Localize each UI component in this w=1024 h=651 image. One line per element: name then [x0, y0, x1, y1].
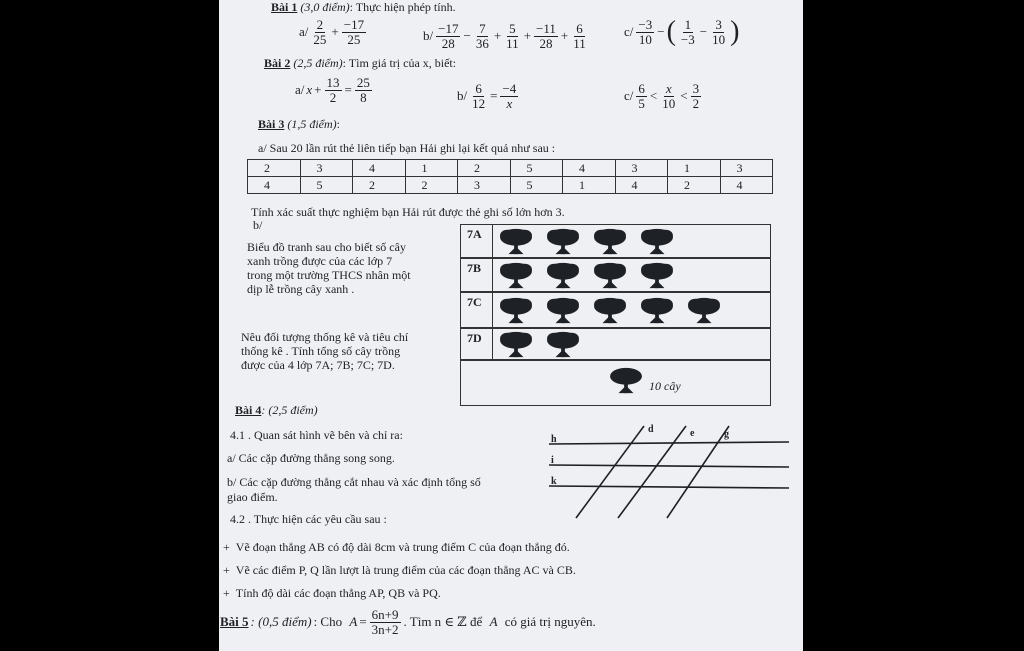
b1-b-expression: $\frac{-17}{28}$ − $\frac{7}{36}$ + $\frac{5}{11}$ + $\frac{-11}{28}$ + $\frac{6}{11}$	[438, 21, 586, 51]
b1-heading	[271, 0, 456, 15]
fraction: $\frac{6}{12}$	[472, 81, 486, 111]
b1-title: Bài 1	[271, 0, 298, 14]
fraction: $\frac{13}{2}$	[326, 75, 340, 105]
b3-b-question: Nêu đối tượng thống kê và tiêu chí thống kê . Tính tổng số cây trồng được của 4 lớp 7A; 7B; 7C; 7D.	[241, 330, 409, 372]
tree-icon	[497, 260, 535, 290]
table-cell: 1	[668, 160, 721, 177]
table-cell: 3	[720, 160, 773, 177]
table-row	[248, 177, 773, 194]
table-cell: 2	[458, 160, 511, 177]
tree-icon	[544, 226, 582, 256]
fraction: $\frac{3}{10}$	[712, 17, 726, 47]
label-h: h	[551, 434, 557, 445]
fraction: $\frac{25}{8}$	[356, 75, 370, 105]
fraction: $\frac{5}{11}$	[506, 21, 519, 51]
b4-bullets	[223, 536, 576, 605]
b4-p42: 4.2 . Thực hiện các yêu cầu sau :	[230, 512, 387, 526]
table-cell: 2	[405, 177, 458, 194]
pictograph-row	[460, 258, 771, 292]
b1-prompt: : Thực hiện phép tính.	[349, 0, 456, 14]
b2-part-c: c/ $\frac{6}{5}$ < $\frac{x}{10}$ < $\frac{3}{2}$	[624, 81, 700, 111]
table-row	[248, 160, 773, 177]
line-i	[549, 465, 789, 467]
label-k: k	[551, 476, 557, 487]
tree-icon	[544, 329, 582, 359]
line-h	[549, 442, 789, 444]
pictograph-row-label: 7D	[461, 329, 493, 359]
b4-p41b: b/ Các cặp đường thẳng cắt nhau và xác định tổng số giao điểm.	[227, 475, 481, 504]
tree-icon	[638, 226, 676, 256]
fraction: $\frac{6n+9}{3n+2}$	[371, 607, 399, 637]
table-cell: 4	[248, 177, 301, 194]
table-cell: 3	[458, 177, 511, 194]
table-cell: 5	[510, 177, 563, 194]
pictograph-row	[460, 328, 771, 360]
b2-part-b: b/ $\frac{6}{12}$ = $\frac{-4}{x}$	[457, 81, 517, 111]
b2-heading	[264, 56, 456, 71]
table-cell: 4	[353, 160, 406, 177]
line-k	[549, 486, 789, 488]
fraction: $\frac{-17}{28}$	[438, 21, 459, 51]
tree-icon	[638, 260, 676, 290]
tree-icon	[591, 295, 629, 325]
tree-icon	[591, 260, 629, 290]
b4-heading	[235, 403, 318, 418]
pictograph-row-label: 7B	[461, 259, 493, 291]
table-cell: 2	[668, 177, 721, 194]
table-cell: 3	[615, 160, 668, 177]
fraction: $\frac{2}{25}$	[313, 17, 327, 47]
pictograph-row-label: 7A	[461, 225, 493, 257]
table-cell: 3	[300, 160, 353, 177]
b1-part-c: c/ $\frac{-3}{10}$ − ( $\frac{1}{-3}$ − $\frac{3}{10}$ )	[624, 16, 740, 48]
exam-paper	[219, 0, 803, 651]
b3-a-text: a/ Sau 20 lần rút thẻ liên tiếp bạn Hải ghi lại kết quả như sau :	[258, 141, 556, 155]
card-results-table	[247, 159, 773, 194]
fraction: $\frac{-4}{x}$	[502, 81, 517, 111]
table-cell: 5	[300, 177, 353, 194]
b5-title: Bài 5	[220, 614, 249, 630]
b2-part-a: a/ x + $\frac{13}{2}$ = $\frac{25}{8}$	[295, 75, 370, 105]
b4-meta: : (2,5 điểm)	[261, 403, 318, 417]
table-cell: 4	[563, 160, 616, 177]
right-paren: )	[730, 16, 740, 48]
b3-b-label: b/	[253, 218, 263, 232]
tree-group	[497, 329, 582, 359]
b1-part-a: a/ $\frac{2}{25}$ + $\frac{-17}{25}$	[299, 17, 365, 47]
pictograph-chart	[460, 224, 773, 407]
tree-icon	[497, 295, 535, 325]
b3-a-question: Tính xác suất thực nghiệm bạn Hải rút được thẻ ghi số lớn hơn 3.	[251, 205, 565, 219]
tree-icon	[685, 295, 723, 325]
table-cell: 4	[615, 177, 668, 194]
b4-p41: 4.1 . Quan sát hình vẽ bên và chỉ ra:	[230, 428, 403, 442]
label-g: g	[724, 429, 729, 440]
table-cell: 1	[563, 177, 616, 194]
b5-line: Bài 5 : (0,5 điểm) : Cho A = $\frac{6n+9}{3n+2}$ . Tìm n ∈ ℤ để A có giá trị nguyên.	[220, 607, 596, 637]
table-cell: 2	[353, 177, 406, 194]
b3-b-description: Biểu đồ tranh sau cho biết số cây xanh trồng được của các lớp 7 trong một trường THCS nhân một dịp lễ trồng cây xanh .	[247, 240, 411, 296]
fraction: $\frac{1}{-3}$	[680, 17, 695, 47]
b4-title: Bài 4	[235, 403, 262, 417]
b2-meta: (2,5 điểm)	[293, 56, 343, 70]
table-cell: 1	[405, 160, 458, 177]
line-d	[576, 426, 644, 518]
fraction: $\frac{-3}{10}$	[638, 17, 653, 47]
table-cell: 2	[248, 160, 301, 177]
b3-heading: Bài 3 (1,5 điểm):	[258, 117, 341, 131]
fraction: $\frac{3}{2}$	[692, 81, 700, 111]
legend-label: 10 cây	[649, 379, 681, 393]
b1-a-label: a/	[299, 24, 309, 40]
b2-title: Bài 2	[264, 56, 291, 70]
b3-title: Bài 3	[258, 117, 285, 131]
fraction: $\frac{-11}{28}$	[536, 21, 556, 51]
tree-icon	[638, 295, 676, 325]
b1-part-b	[423, 22, 589, 50]
b1-meta: (3,0 điểm)	[300, 0, 350, 14]
table-cell: 4	[720, 177, 773, 194]
label-d: d	[648, 424, 654, 435]
fraction: $\frac{6}{11}$	[573, 21, 586, 51]
b5-meta: : (0,5 điểm)	[250, 614, 312, 630]
tree-icon	[544, 295, 582, 325]
list-item: + Vẽ các điểm P, Q lần lượt là trung điểm của các đoạn thẳng AC và CB.	[223, 563, 576, 577]
lines-diagram	[544, 420, 794, 525]
pictograph-row-label: 7C	[461, 293, 493, 327]
tree-icon	[497, 226, 535, 256]
b1-b-label: b/	[423, 28, 434, 44]
pictograph-row	[460, 292, 771, 328]
fraction: $\frac{-17}{25}$	[343, 17, 365, 47]
tree-group	[497, 293, 723, 327]
table-cell: 5	[510, 160, 563, 177]
tree-icon	[544, 260, 582, 290]
fraction: $\frac{6}{5}$	[638, 81, 645, 111]
b2-prompt: : Tìm giá trị của x, biết:	[342, 56, 457, 70]
b1-c-label: c/	[624, 24, 634, 40]
label-i: i	[551, 455, 554, 466]
fraction: $\frac{x}{10}$	[662, 81, 676, 111]
list-item: + Vẽ đoạn thẳng AB có độ dài 8cm và trung điểm C của đoạn thẳng đó.	[223, 540, 570, 554]
b3-meta: (1,5 điểm)	[287, 117, 337, 131]
label-e: e	[690, 428, 695, 439]
tree-icon	[591, 226, 629, 256]
left-paren: (	[666, 16, 676, 48]
pictograph-legend	[460, 360, 771, 406]
tree-icon	[497, 329, 535, 359]
tree-icon	[607, 365, 645, 395]
tree-group	[497, 259, 676, 291]
fraction: $\frac{7}{36}$	[475, 21, 489, 51]
tree-group	[497, 225, 676, 257]
pictograph-row	[460, 224, 771, 258]
b4-p41a: a/ Các cặp đường thẳng song song.	[227, 451, 395, 465]
list-item: + Tính độ dài các đoạn thẳng AP, QB và PQ.	[223, 586, 441, 600]
